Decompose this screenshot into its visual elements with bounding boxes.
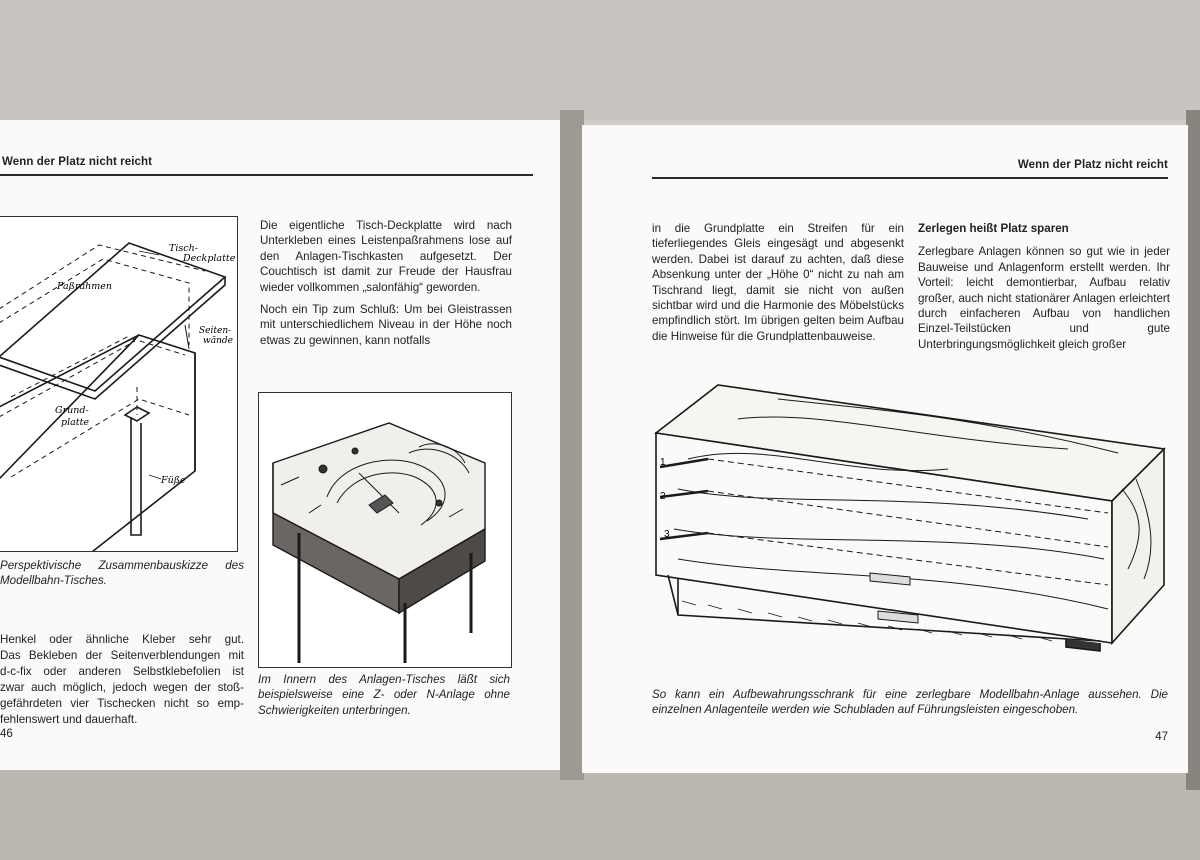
left-page-number: 46 bbox=[0, 728, 13, 740]
left-column-continuation bbox=[0, 632, 244, 728]
label-grund: Grund- bbox=[55, 405, 89, 416]
table-assembly-sketch bbox=[0, 216, 238, 552]
figure-label-3: 3 bbox=[664, 529, 670, 540]
right-header-rule bbox=[652, 177, 1168, 179]
left-text-line-2: Das Bekleben der Seitenverblendungen mit bbox=[0, 649, 244, 662]
table-sketch-caption bbox=[0, 558, 244, 589]
left-text-line-3: d-c-fix oder anderen Selbstklebefolien ist bbox=[0, 665, 244, 678]
left-page bbox=[0, 120, 560, 770]
cabinet-caption-line-2: einzelnen Anlagenteile werden wie Schubladen auf Führungsleisten eingeschoben. bbox=[652, 703, 1079, 717]
figure-label-2: 2 bbox=[660, 491, 666, 502]
figure-label-1: 1 bbox=[660, 457, 666, 468]
right-page-number: 47 bbox=[1155, 731, 1168, 743]
label-tisch: Tisch- bbox=[169, 243, 198, 254]
right-page-right-column bbox=[918, 221, 1170, 352]
left-text-line-4: zwar auch möglich, jedoch wegen der stoß- bbox=[0, 681, 244, 694]
storage-cabinet-illustration bbox=[648, 379, 1174, 659]
right-page bbox=[582, 125, 1188, 773]
left-text-line-5: gefährdeten vier Tischecken nicht so emp- bbox=[0, 697, 244, 710]
left-text-line-6: fehlenswert und dauerhaft. bbox=[0, 713, 138, 726]
zerlegen-subheading: Zerlegen heißt Platz sparen bbox=[918, 222, 1069, 235]
table-interior-illustration bbox=[258, 392, 512, 668]
right-page-left-column bbox=[652, 221, 904, 344]
left-page-right-column bbox=[260, 218, 512, 348]
cabinet-caption bbox=[652, 687, 1168, 718]
label-waende: wände bbox=[203, 336, 233, 346]
zerlegbare-anlagen-paragraph: Zerlegbare Anlagen können so gut wie in jeder Bauweise und Anlagenform erstellt werden. Ihr Vorteil: leicht demontierbar, Aufbau relativ großer, auch nicht stationärer Anlagen erleichtert durch einfacheren Aufbau von handlichen Einzel-Teilstücken und gute Unterbringungsmöglichkeit gleich großer bbox=[918, 245, 1170, 351]
table-sketch-drawing bbox=[0, 217, 237, 551]
table-sketch-caption-line-2: Modellbahn-Tisches. bbox=[0, 574, 107, 588]
label-fuesse: Füße bbox=[161, 475, 186, 486]
table-sketch-caption-line-1: Perspektivische Zusammenbauskizze des bbox=[0, 559, 244, 572]
left-text-line-1: Henkel oder ähnliche Kleber sehr gut. bbox=[0, 633, 244, 646]
label-passrahmen: Paßrahmen bbox=[57, 281, 113, 292]
left-header-rule bbox=[0, 174, 533, 176]
label-seiten: Seiten- bbox=[199, 326, 232, 336]
deckplatte-paragraph: Die eigentliche Tisch-Deckplatte wird nach Unterkleben eines Leistenpaßrahmens lose auf den Anlagen-Tischkasten aufgesetzt. Der Couchtisch ist damit zur Freude der Hausfrau wieder vollkommen „salonfähig“ geworden. bbox=[260, 219, 512, 294]
right-page-header: Wenn der Platz nicht reicht bbox=[1017, 159, 1168, 171]
label-deckplatte: Deckplatte bbox=[183, 253, 236, 264]
absenkung-paragraph: in die Grundplatte ein Streifen für ein tieferliegendes Gleis eingesägt und abgesenkt werden. Dabei ist darauf zu achten, daß diese Absenkung unter der „Höhe 0“ nicht zu nah am Tischrand liegt, damit sie nicht von außen sichtbar wird und die Harmonie des Möbelstücks empfindlich stört. Im übrigen gelten beim Aufbau die Hinweise für die Grundplattenbauweise. bbox=[652, 222, 904, 343]
label-platte: platte bbox=[61, 417, 90, 428]
table-interior-drawing bbox=[259, 393, 511, 667]
table-interior-caption: Im Innern des Anlagen-Tisches läßt sich beispielsweise eine Z- oder N-Anlage ohne Schwierigkeiten unterbringen. bbox=[258, 673, 510, 717]
cabinet-caption-line-1: So kann ein Aufbewahrungsschrank für eine zerlegbare Modellbahn-Anlage aussehen. Die bbox=[652, 688, 1168, 701]
left-page-header: Wenn der Platz nicht reicht bbox=[2, 156, 153, 168]
tip-paragraph: Noch ein Tip zum Schluß: Um bei Gleistrassen mit unterschiedlichem Niveau in der Höhe noch etwas zu gewinnen, kann notfalls bbox=[260, 303, 512, 347]
